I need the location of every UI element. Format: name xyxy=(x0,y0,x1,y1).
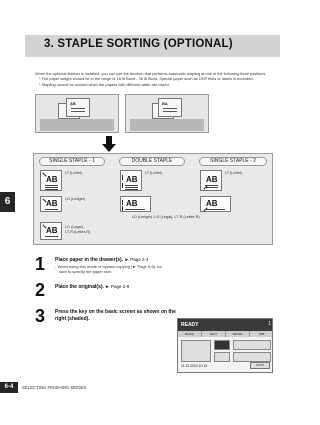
step-3-heading-line-2: right (shaded). xyxy=(55,316,90,322)
option-double-staple: DOUBLE STAPLE xyxy=(119,157,185,166)
staple-mark xyxy=(122,175,123,180)
paper-letter-double: AB xyxy=(120,170,142,191)
intro-paragraph: When the optional finisher is installed, you can use the function that performs automatic stapling at one of the following three positions. xyxy=(35,71,267,76)
intro-note-weight: * The paper weight should be in the range of 16 lb Bond - 28 lb Bond. Special paper such as OHP films or labels is excluded. xyxy=(39,76,254,82)
paper-drawer-block[interactable] xyxy=(181,340,211,362)
panel-tabs xyxy=(178,331,273,337)
step-number-2: 2 xyxy=(35,280,46,300)
step-2-heading: Place the original(s). ► Page 2-9 xyxy=(55,284,130,290)
sheet-mark: BA xyxy=(162,101,168,106)
footer-page-number: 6-4 xyxy=(0,382,18,393)
staple-mark xyxy=(122,200,123,205)
finisher-illustration-left xyxy=(35,94,119,133)
step-number-1: 1 xyxy=(35,254,46,274)
footer-section-label: SELECTING FINISHING MODES xyxy=(22,385,87,390)
copy-count: 1 xyxy=(268,321,271,327)
step-1-page-ref: ► Page 2-4 xyxy=(124,257,149,262)
paper-auto-button[interactable]: AUTO xyxy=(250,362,270,369)
option-single-staple-2: SINGLE STAPLE - 2 xyxy=(199,157,267,166)
step-3-heading-line-1: Press the key on the basic screen as shown on the xyxy=(55,309,176,315)
finisher-tray xyxy=(40,119,114,131)
paper-sheet-front xyxy=(66,98,90,117)
ratio-block[interactable] xyxy=(233,340,271,350)
paper-letter-single-1: AB xyxy=(40,170,62,191)
intro-text xyxy=(35,71,271,87)
down-arrow-icon xyxy=(102,136,116,152)
status-bar xyxy=(178,319,273,331)
label-letter-2: LT (Letter) xyxy=(145,171,163,175)
density-block[interactable] xyxy=(233,352,271,362)
label-letter-r: LT-R (Letter-R) xyxy=(65,230,91,234)
step-2-page-ref: ► Page 2-9 xyxy=(105,284,130,289)
staple-sort-button[interactable] xyxy=(214,340,230,350)
label-letter-3: LT (Letter) xyxy=(225,171,243,175)
option-single-staple-1: SINGLE STAPLE - 1 xyxy=(39,157,105,166)
basic-screen-panel xyxy=(177,318,273,373)
finisher-tray xyxy=(130,119,204,131)
step-number-3: 3 xyxy=(35,306,46,326)
paper-sheet-front xyxy=(158,98,182,117)
label-double-sizes: LD (Ledger), LG (Legal), LT-R (Letter-R) xyxy=(132,215,200,219)
tab-image[interactable]: IMAGE xyxy=(226,331,250,337)
label-ledger: LD (Ledger) xyxy=(65,197,86,201)
label-letter-1: LT (Letter) xyxy=(65,171,83,175)
paper-ledger-double: AB xyxy=(120,196,151,212)
label-legal: LG (Legal), xyxy=(65,225,84,229)
staple-options-panel xyxy=(33,153,273,245)
intro-note-width: * Stapling cannot be worked when the papers with different width are mixed. xyxy=(39,81,170,87)
tab-edit[interactable]: EDIT xyxy=(202,331,226,337)
paper-letter-single-2: AB xyxy=(200,170,222,191)
staple-mark xyxy=(122,206,123,211)
title-bar xyxy=(25,35,280,57)
paper-ledger-single-1: AB xyxy=(40,196,62,212)
paper-ledger-single-2: AB xyxy=(200,196,231,212)
tab-job[interactable]: JOB xyxy=(250,331,273,337)
chapter-tab: 6 xyxy=(0,192,15,212)
sheet-mark: AB xyxy=(70,101,76,106)
finisher-illustration-right xyxy=(125,94,209,133)
sort-button[interactable] xyxy=(214,352,230,362)
paper-legal-single-1: AB xyxy=(40,222,62,240)
tab-basic[interactable]: BASIC xyxy=(178,331,202,337)
step-1-note-line-1: - When using this mode in bypass copying (► Page 5-6), be xyxy=(55,264,162,269)
page-title: 3. STAPLE SORTING (OPTIONAL) xyxy=(44,38,233,50)
staple-mark xyxy=(122,183,123,188)
panel-date: 11.22 2004 10:15 xyxy=(181,364,208,368)
step-1-note-line-2: sure to specify the paper size. xyxy=(59,269,113,274)
status-ready: READY xyxy=(181,322,199,328)
step-1-heading: Place paper in the drawer(s). ► Page 2-4 xyxy=(55,257,149,263)
